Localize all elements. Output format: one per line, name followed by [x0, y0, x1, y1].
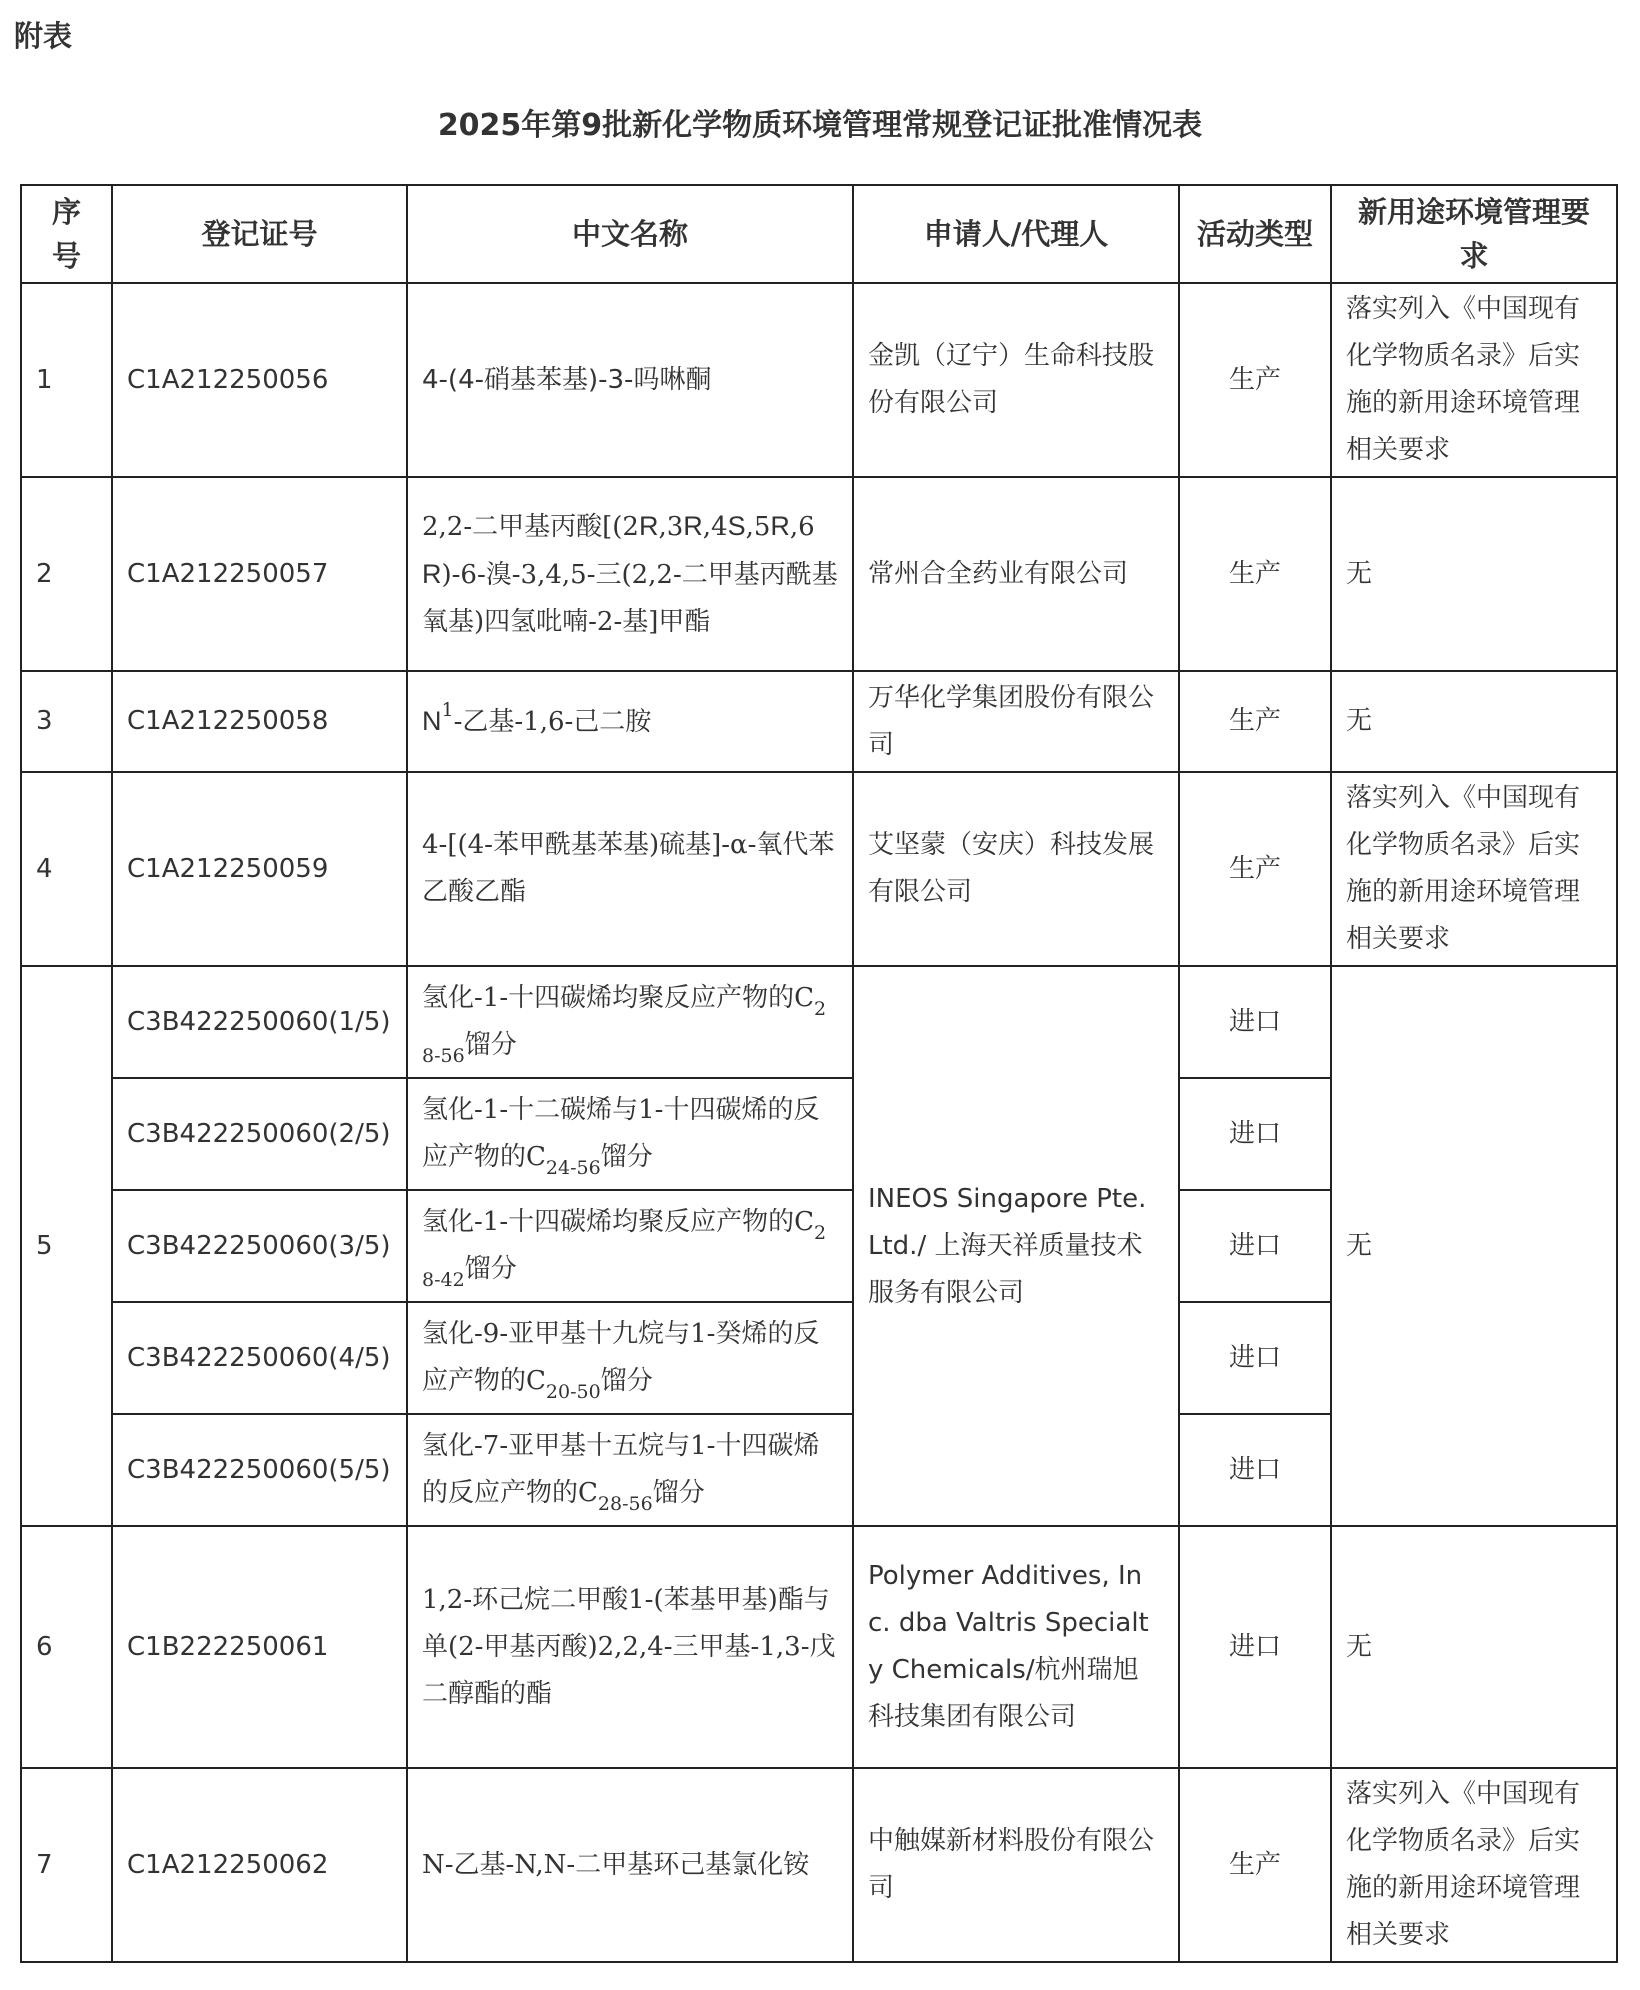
cell-cn-name: 氢化-1-十二碳烯与1-十四碳烯的反应产物的$C_{24-56}$馏分 [407, 1078, 853, 1190]
cell-reg-no: C1A212250059 [112, 772, 407, 966]
cell-reg-no: C3B422250060(4/5) [112, 1302, 407, 1414]
cell-seq: 1 [21, 283, 112, 477]
cell-requirement: 无 [1331, 1526, 1617, 1768]
cell-requirement: 落实列入《中国现有化学物质名录》后实施的新用途环境管理相关要求 [1331, 772, 1617, 966]
cell-reg-no: C3B422250060(2/5) [112, 1078, 407, 1190]
cell-requirement: 无 [1331, 966, 1617, 1526]
appendix-caption: 附表 [14, 19, 73, 53]
cell-cn-name: 1,2-环己烷二甲酸1-(苯基甲基)酯与单(2-甲基丙酸)2,2,4-三甲基-1,3-戊二醇酯的酯 [407, 1526, 853, 1768]
cell-requirement: 无 [1331, 671, 1617, 772]
cell-seq: 6 [21, 1526, 112, 1768]
page-title: 2025年第9批新化学物质环境管理常规登记证批准情况表 [437, 108, 1203, 143]
cell-applicant: 金凯（辽宁）生命科技股份有限公司 [853, 283, 1179, 477]
cell-activity: 进口 [1179, 1526, 1331, 1768]
cell-cn-name: 4-(4-硝基苯基)-3-吗啉酮 [407, 283, 853, 477]
cell-activity: 进口 [1179, 1414, 1331, 1526]
cell-reg-no: C1A212250057 [112, 477, 407, 671]
cell-seq: 7 [21, 1768, 112, 1962]
cell-reg-no: C3B422250060(5/5) [112, 1414, 407, 1526]
cell-applicant: 中触媒新材料股份有限公司 [853, 1768, 1179, 1962]
cell-cn-name: N-乙基-N,N-二甲基环己基氯化铵 [407, 1768, 853, 1962]
cell-reg-no: C1A212250058 [112, 671, 407, 772]
table-row [21, 1526, 1617, 1768]
table-row [21, 283, 1617, 477]
cell-cn-name: 氢化-1-十四碳烯均聚反应产物的$C_{28-56}$馏分 [407, 966, 853, 1078]
registration-table [20, 184, 1618, 1963]
cell-applicant: Polymer Additives, Inc. dba Valtris Specialty Chemicals/杭州瑞旭科技集团有限公司 [853, 1526, 1179, 1768]
cell-seq: 2 [21, 477, 112, 671]
header-seq: 序号 [21, 185, 112, 283]
cell-seq: 4 [21, 772, 112, 966]
cell-reg-no: C1A212250062 [112, 1768, 407, 1962]
cell-reg-no: C1A212250056 [112, 283, 407, 477]
header-cn-name: 中文名称 [407, 185, 853, 283]
cell-cn-name: 4-[(4-苯甲酰基苯基)硫基]-α-氧代苯乙酸乙酯 [407, 772, 853, 966]
table-header-row [21, 185, 1617, 283]
table-row [21, 1768, 1617, 1962]
cell-cn-name: 氢化-1-十四碳烯均聚反应产物的$C_{28-42}$馏分 [407, 1190, 853, 1302]
table-row [21, 477, 1617, 671]
cell-activity: 进口 [1179, 1190, 1331, 1302]
cell-cn-name: 氢化-9-亚甲基十九烷与1-癸烯的反应产物的$C_{20-50}$馏分 [407, 1302, 853, 1414]
cell-activity: 生产 [1179, 671, 1331, 772]
cell-seq: 5 [21, 966, 112, 1526]
cell-applicant: 常州合全药业有限公司 [853, 477, 1179, 671]
cell-requirement: 落实列入《中国现有化学物质名录》后实施的新用途环境管理相关要求 [1331, 283, 1617, 477]
table-row [21, 772, 1617, 966]
cell-applicant: INEOS Singapore Pte. Ltd./ 上海天祥质量技术服务有限公司 [853, 966, 1179, 1526]
table-row [21, 671, 1617, 772]
cell-requirement: 无 [1331, 477, 1617, 671]
cell-applicant: 艾坚蒙（安庆）科技发展有限公司 [853, 772, 1179, 966]
cell-activity: 进口 [1179, 966, 1331, 1078]
table-row [21, 966, 1617, 1078]
cell-activity: 生产 [1179, 1768, 1331, 1962]
cell-activity: 生产 [1179, 283, 1331, 477]
header-activity: 活动类型 [1179, 185, 1331, 283]
cell-requirement: 落实列入《中国现有化学物质名录》后实施的新用途环境管理相关要求 [1331, 1768, 1617, 1962]
header-applicant: 申请人/代理人 [853, 185, 1179, 283]
cell-reg-no: C3B422250060(1/5) [112, 966, 407, 1078]
cell-activity: 生产 [1179, 477, 1331, 671]
cell-cn-name: 氢化-7-亚甲基十五烷与1-十四碳烯的反应产物的$C_{28-56}$馏分 [407, 1414, 853, 1526]
header-reg-no: 登记证号 [112, 185, 407, 283]
cell-reg-no: C1B222250061 [112, 1526, 407, 1768]
cell-applicant: 万华化学集团股份有限公司 [853, 671, 1179, 772]
cell-activity: 生产 [1179, 772, 1331, 966]
cell-seq: 3 [21, 671, 112, 772]
cell-reg-no: C3B422250060(3/5) [112, 1190, 407, 1302]
cell-cn-name: 2,2-二甲基丙酸[(2R,3R,4S,5R,6R)-6-溴-3,4,5-三(2,2-二甲基丙酰基氧基)四氢吡喃-2-基]甲酯 [407, 477, 853, 671]
cell-cn-name: $N^1-$乙基-1,6-己二胺 [407, 671, 853, 772]
header-requirement: 新用途环境管理要求 [1331, 185, 1617, 283]
cell-activity: 进口 [1179, 1302, 1331, 1414]
cell-activity: 进口 [1179, 1078, 1331, 1190]
